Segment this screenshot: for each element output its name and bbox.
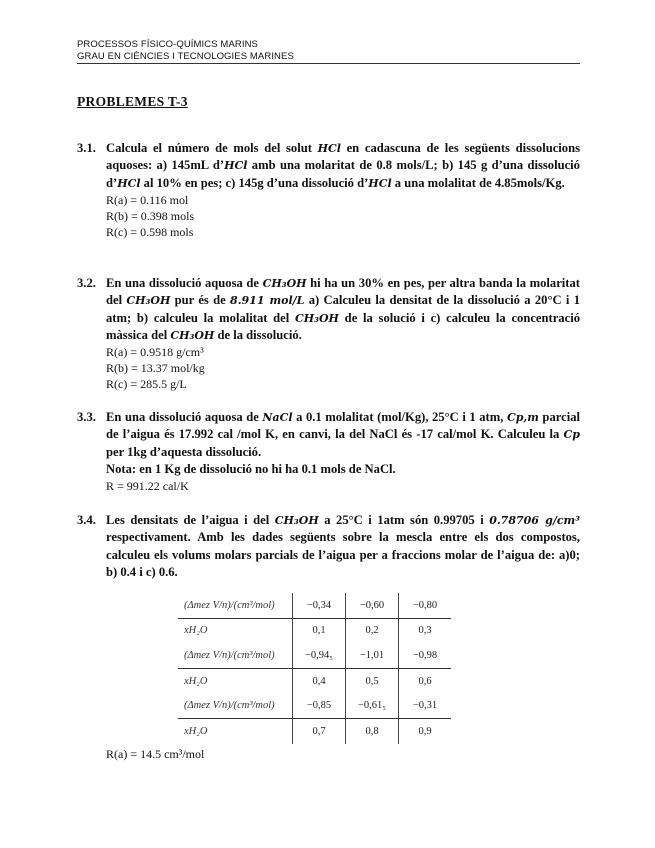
- problem-statement: Calcula el número de mols del solut HCl en cadascuna de les següents dissolucions aquoses: a) 145mL d’HCl amb una molaritat de 0.8 mols/L; b) 145 g d’una dissolució d’HCl al 10% en pes; c) 145g d’una dissolució d’HCl a una molalitat de 4.85mols/Kg.: [106, 141, 580, 190]
- row-label: xH₂O: [184, 725, 208, 737]
- degree-title: GRAU EN CIÈNCIES I TECNOLOGIES MARINES: [77, 51, 294, 62]
- answer: R(a) = 0.116 mol: [106, 192, 189, 207]
- table-cell: 0,9: [399, 718, 452, 743]
- table-cell: 0,1: [293, 618, 346, 643]
- answer: R(b) = 0.398 mols: [106, 208, 195, 223]
- row-label: xH₂O: [184, 675, 208, 687]
- table-row: [178, 668, 451, 693]
- table-cell: −0,98: [399, 643, 452, 668]
- table-cell: 0,6: [399, 668, 452, 693]
- problem-statement: En una dissolució aquosa de CH₃OH hi ha un 30% en pes, per altra banda la molaritat del CH₃OH pur és de 8.911 mol/L a) Calculeu la densitat de la dissolució a 20°C i 1 atm; b) calculeu la molalitat del CH₃OH de la solució i c) calculeu la concentració màssica del CH₃OH de la dissolució.: [106, 276, 580, 342]
- problem-note: Nota: en 1 Kg de dissolució no hi ha 0.1 mols de NaCl.: [106, 461, 396, 476]
- mixing-volume-table: [178, 593, 451, 744]
- problem-3-2: [77, 275, 580, 392]
- table-row: [178, 618, 451, 643]
- problem-number: 3.1.: [77, 141, 96, 155]
- problem-3-1: [77, 140, 580, 240]
- problem-number: 3.2.: [77, 276, 96, 290]
- table-row: [178, 718, 451, 743]
- table-cell: −0,94₅: [293, 643, 346, 668]
- table-row: [178, 693, 451, 718]
- answer: R(a) = 0.9518 g/cm³: [106, 345, 204, 360]
- row-label: xH₂O: [184, 625, 208, 637]
- course-title: PROCESSOS FÍSICO-QUÍMICS MARINS: [77, 39, 258, 50]
- table-cell: 0,2: [346, 618, 399, 643]
- header-divider: [77, 63, 580, 64]
- table-row: [178, 593, 451, 618]
- table-cell: −0,85: [293, 693, 346, 718]
- table-row: [178, 643, 451, 668]
- row-label: (Δmez V/n)/(cm³/mol): [178, 643, 293, 668]
- table-cell: −0,31: [399, 693, 452, 718]
- problem-number: 3.3.: [77, 410, 96, 424]
- problem-number: 3.4.: [77, 513, 96, 527]
- answer: R(b) = 13.37 mol/kg: [106, 361, 205, 376]
- table-cell: −0,80: [399, 593, 452, 618]
- table-cell: 0,7: [293, 718, 346, 743]
- problem-3-3: [77, 409, 580, 494]
- problem-statement: En una dissolució aquosa de NaCl a 0.1 molalitat (mol/Kg), 25°C i 1 atm, Cp,m parcial de l’aigua és 17.992 cal /mol K, en canvi, la del NaCl és -17 cal/mol K. Calculeu la Cp per 1kg d’aquesta dissolució.: [106, 410, 580, 459]
- answer: R(c) = 285.5 g/L: [106, 377, 187, 392]
- table-cell: −0,34: [293, 593, 346, 618]
- table-cell: 0,3: [399, 618, 452, 643]
- page-title: PROBLEMES T-3: [77, 94, 188, 109]
- answer: R = 991.22 cal/K: [106, 479, 189, 494]
- table-cell: −1,01: [346, 643, 399, 668]
- answer: R(a) = 14.5 cm³/mol: [106, 747, 205, 761]
- table-cell: 0,4: [293, 668, 346, 693]
- document-header: [77, 39, 580, 63]
- problem-3-4: [77, 512, 580, 581]
- row-label: (Δmez V/n)/(cm³/mol): [178, 693, 293, 718]
- answer: R(c) = 0.598 mols: [106, 224, 194, 239]
- table-cell: −0,61₅: [346, 693, 399, 718]
- table-cell: 0,8: [346, 718, 399, 743]
- row-label: (Δmez V/n)/(cm³/mol): [178, 593, 293, 618]
- table-cell: −0,60: [346, 593, 399, 618]
- table-cell: 0,5: [346, 668, 399, 693]
- problem-statement: Les densitats de l’aigua i del CH₃OH a 25°C i 1atm són 0.99705 i 0.78706 g/cm³ respectivament. Amb les dades següents sobre la mescla entre els dos compostos, calculeu els volums molars parcials de l’aigua per a fraccions molar de l’aigua de: a)0; b) 0.4 i c) 0.6.: [106, 513, 581, 579]
